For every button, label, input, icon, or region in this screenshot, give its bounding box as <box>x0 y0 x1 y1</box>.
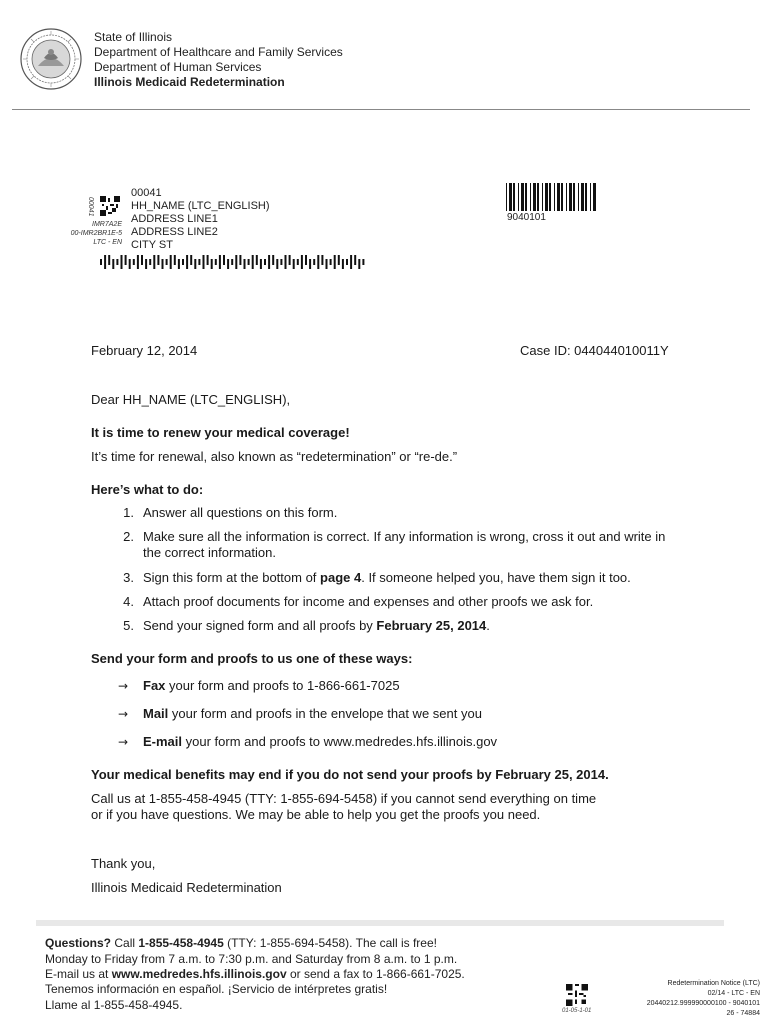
header-divider <box>12 109 750 110</box>
signature: Illinois Medicaid Redetermination <box>91 880 282 895</box>
renew-heading: It is time to renew your medical coverage! <box>91 425 350 440</box>
footer-questions: Questions? Call 1-855-458-4945 (TTY: 1-855-694-5458). The call is free! <box>45 936 437 950</box>
mail-code-2: 00-IMR2BR1E-5 <box>70 230 122 237</box>
renew-text: It’s time for renewal, also known as “redetermination” or “re-de.” <box>91 449 458 464</box>
send-way-mail: → Mail your form and proofs in the envelope that we sent you <box>118 706 482 721</box>
notice-metadata <box>600 979 760 1019</box>
postal-barcode-icon <box>100 255 370 269</box>
case-id: Case ID: 044044010011Y <box>520 343 669 358</box>
send-way-email: → E-mail your form and proofs to www.medredes.hfs.illinois.gov <box>118 734 498 749</box>
letter-date: February 12, 2014 <box>91 343 198 358</box>
qr-code-icon <box>566 984 588 1006</box>
warning-heading: Your medical benefits may end if you do not send your proofs by February 25, 2014. <box>91 767 609 782</box>
footer-hours: Monday to Friday from 7 a.m. to 7:30 p.m. and Saturday from 8 a.m. to 1 p.m. <box>45 952 458 966</box>
arrow-right-icon: → <box>118 735 129 749</box>
notice-title: Redetermination Notice (LTC) <box>667 980 760 987</box>
notice-page: 26 - 74884 <box>726 1010 760 1017</box>
mail-codes <box>58 220 122 247</box>
qr-code-icon <box>100 196 120 216</box>
arrow-right-icon: → <box>118 707 129 721</box>
header-dept-dhs: Department of Human Services <box>94 60 262 74</box>
call-text-line-1: Call us at 1-855-458-4945 (TTY: 1-855-694-5458) if you cannot send everything on time <box>91 791 597 806</box>
address-line-2: ADDRESS LINE2 <box>131 226 218 238</box>
arrow-right-icon: → <box>118 679 129 693</box>
footer-spanish-1: Tenemos información en español. ¡Servicio de intérpretes gratis! <box>45 982 388 996</box>
agency-header <box>94 30 343 90</box>
header-state: State of Illinois <box>94 30 173 44</box>
address-city: CITY ST <box>131 239 173 251</box>
state-seal-icon <box>20 28 82 90</box>
mail-sequence: 00041 <box>131 187 162 199</box>
footer-spanish-2: Llame al 1-855-458-4945. <box>45 998 183 1012</box>
address-line-1: ADDRESS LINE1 <box>131 213 218 225</box>
notice-id: 20440212.999990000100 - 9040101 <box>646 1000 760 1007</box>
mail-code-3: LTC - EN <box>93 239 122 246</box>
header-dept-hfs: Department of Healthcare and Family Services <box>94 45 343 59</box>
mailing-address <box>131 187 270 252</box>
footer-qr-code-text: 01-05-1-01 <box>562 1008 592 1014</box>
mail-code-1: IMR7A2E <box>92 221 122 228</box>
send-heading: Send your form and proofs to us one of these ways: <box>91 651 413 666</box>
mail-rotated-code: 00041 <box>87 197 94 217</box>
closing: Thank you, <box>91 856 156 871</box>
call-text-line-2: or if you have questions. We may be able to help you get the proofs you need. <box>91 807 541 822</box>
barcode-icon <box>506 183 598 211</box>
footer-email: E-mail us at www.medredes.hfs.illinois.gov or send a fax to 1-866-661-7025. <box>45 967 465 981</box>
footer-divider <box>36 920 724 926</box>
header-program: Illinois Medicaid Redetermination <box>94 75 285 89</box>
barcode-number: 9040101 <box>507 212 546 223</box>
notice-revision: 02/14 - LTC - EN <box>707 990 760 997</box>
greeting: Dear HH_NAME (LTC_ENGLISH), <box>91 392 291 407</box>
recipient-name: HH_NAME (LTC_ENGLISH) <box>131 200 270 212</box>
send-way-fax: → Fax your form and proofs to 1-866-661-7025 <box>118 678 400 693</box>
todo-heading: Here’s what to do: <box>91 482 204 497</box>
